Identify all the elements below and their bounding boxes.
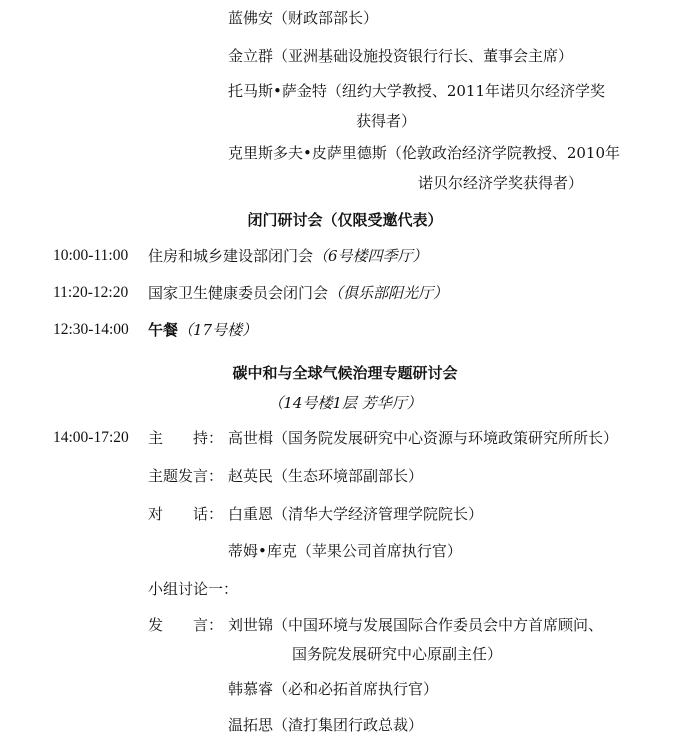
chair-person: 高世楫（国务院发展研究中心资源与环境政策研究所所长） xyxy=(228,429,619,447)
schedule-text: 国家卫生健康委员会闭门会 xyxy=(148,284,329,302)
schedule-item xyxy=(148,246,428,266)
schedule-text: 午餐 xyxy=(148,321,179,339)
chair-label: 主 持： xyxy=(148,429,224,447)
dialogue-person: 白重恩（清华大学经济管理学院院长） xyxy=(228,505,484,523)
schedule-location: （俱乐部阳光厅） xyxy=(328,284,449,302)
speaker-line-cont: 诺贝尔经济学奖获得者） xyxy=(418,174,584,192)
session-title: 碳中和与全球气候治理专题研讨会 xyxy=(232,364,458,382)
panel-speaker: 韩慕睿（必和必拓首席执行官） xyxy=(228,680,439,698)
speak-label: 发 言： xyxy=(148,616,224,634)
panel-speaker: 刘世锦（中国环境与发展国际合作委员会中方首席顾问、 xyxy=(228,616,604,634)
closed-session-title: 闭门研讨会（仅限受邀代表） xyxy=(247,211,443,229)
panel-speaker: 温拓思（渣打集团行政总裁） xyxy=(228,716,424,734)
session-time: 14:00-17:20 xyxy=(53,429,129,446)
schedule-location: （17号楼） xyxy=(178,321,258,339)
speaker-line: 克里斯多夫•皮萨里德斯（伦敦政治经济学院教授、2010年 xyxy=(228,144,621,162)
keynote-person: 赵英民（生态环境部副部长） xyxy=(228,467,424,485)
schedule-time: 10:00-11:00 xyxy=(53,247,129,264)
speaker-line: 金立群（亚洲基础设施投资银行行长、董事会主席） xyxy=(228,47,574,65)
schedule-time: 12:30-14:00 xyxy=(53,321,129,338)
session-venue: （14号楼1层 芳华厅） xyxy=(268,394,422,412)
schedule-item xyxy=(148,320,257,340)
dialogue-label: 对 话： xyxy=(148,505,224,523)
dialogue-person: 蒂姆•库克（苹果公司首席执行官） xyxy=(228,542,462,560)
schedule-time: 11:20-12:20 xyxy=(53,284,129,301)
speaker-line-cont: 获得者） xyxy=(356,112,417,130)
panel-label: 小组讨论一： xyxy=(148,580,239,598)
schedule-text: 住房和城乡建设部闭门会 xyxy=(148,247,314,265)
schedule-location: （6号楼四季厅） xyxy=(313,247,428,265)
speaker-line: 蓝佛安（财政部部长） xyxy=(228,9,379,27)
keynote-label: 主题发言： xyxy=(148,467,224,485)
panel-speaker-cont: 国务院发展研究中心原副主任） xyxy=(292,645,503,663)
schedule-item xyxy=(148,283,448,303)
speaker-line: 托马斯•萨金特（纽约大学教授、2011年诺贝尔经济学奖 xyxy=(228,82,606,100)
